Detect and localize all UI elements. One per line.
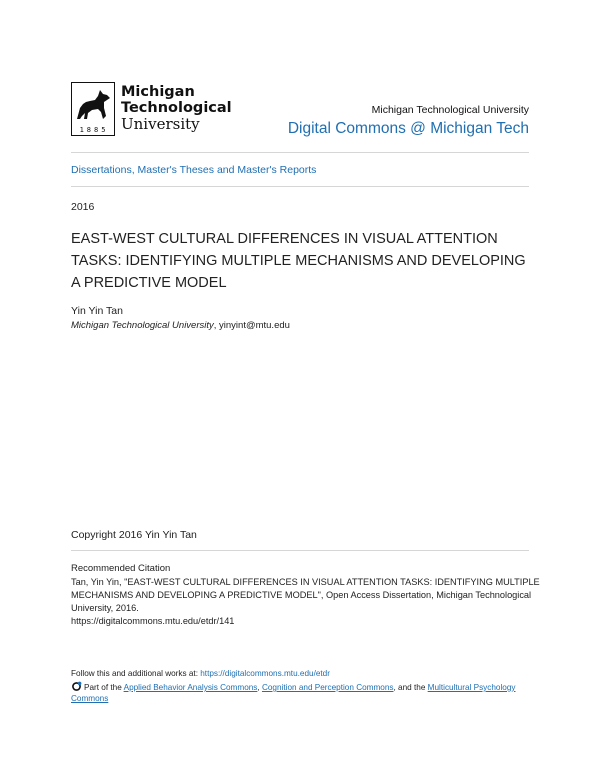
author-affiliation	[71, 320, 290, 331]
logo-emblem	[71, 82, 115, 136]
partof-prefix: Part of the	[84, 683, 124, 692]
repository-institution: Michigan Technological University	[371, 104, 529, 116]
logo-line-2: Technological	[121, 100, 232, 116]
publication-year: 2016	[71, 201, 95, 213]
citation-url[interactable]: https://digitalcommons.mtu.edu/etdr/141	[71, 616, 235, 626]
logo-line-3: University	[121, 115, 200, 133]
part-of-commons	[71, 681, 531, 704]
logo-line-1: Michigan	[121, 84, 195, 100]
separator: ,	[257, 683, 262, 692]
citation-text: Tan, Yin Yin, "EAST-WEST CULTURAL DIFFERENCES IN VISUAL ATTENTION TASKS: IDENTIFYING MULTIPLE MECHANISMS AND DEVELOPING A PREDICTIVE MODEL", Open Access Dissertation, Michigan Technological University, 2016.	[71, 577, 540, 613]
commons-link-applied-behavior[interactable]: Applied Behavior Analysis Commons	[123, 683, 258, 692]
husky-icon	[74, 86, 112, 122]
citation-label: Recommended Citation	[71, 563, 171, 574]
logo-year: 1885	[79, 126, 109, 134]
logo-wordmark	[121, 84, 232, 133]
separator: , and the	[393, 683, 428, 692]
divider	[71, 550, 529, 551]
follow-prefix: Follow this and additional works at:	[71, 669, 201, 678]
university-logo	[71, 82, 236, 138]
network-commons-icon	[71, 681, 82, 692]
divider	[71, 186, 529, 187]
commons-link-multicultural[interactable]: Multicultural Psychology Commons	[71, 683, 516, 703]
follow-line	[71, 669, 330, 678]
collection-link[interactable]: Dissertations, Master's Theses and Master's Reports	[71, 164, 317, 176]
author-email[interactable]: , yinyint@mtu.edu	[213, 320, 290, 331]
follow-link[interactable]: https://digitalcommons.mtu.edu/etdr	[200, 669, 330, 678]
author-name: Yin Yin Tan	[71, 305, 123, 317]
document-title: EAST-WEST CULTURAL DIFFERENCES IN VISUAL ATTENTION TASKS: IDENTIFYING MULTIPLE MECHANISMS AND DEVELOPING A PREDICTIVE MODEL	[71, 231, 526, 291]
divider	[71, 152, 529, 153]
citation-block	[71, 576, 541, 628]
repository-link[interactable]: Digital Commons @ Michigan Tech	[287, 120, 529, 137]
commons-link-cognition[interactable]: Cognition and Perception Commons	[261, 683, 394, 692]
affiliation-name: Michigan Technological University	[71, 320, 214, 331]
copyright-notice: Copyright 2016 Yin Yin Tan	[71, 529, 197, 541]
